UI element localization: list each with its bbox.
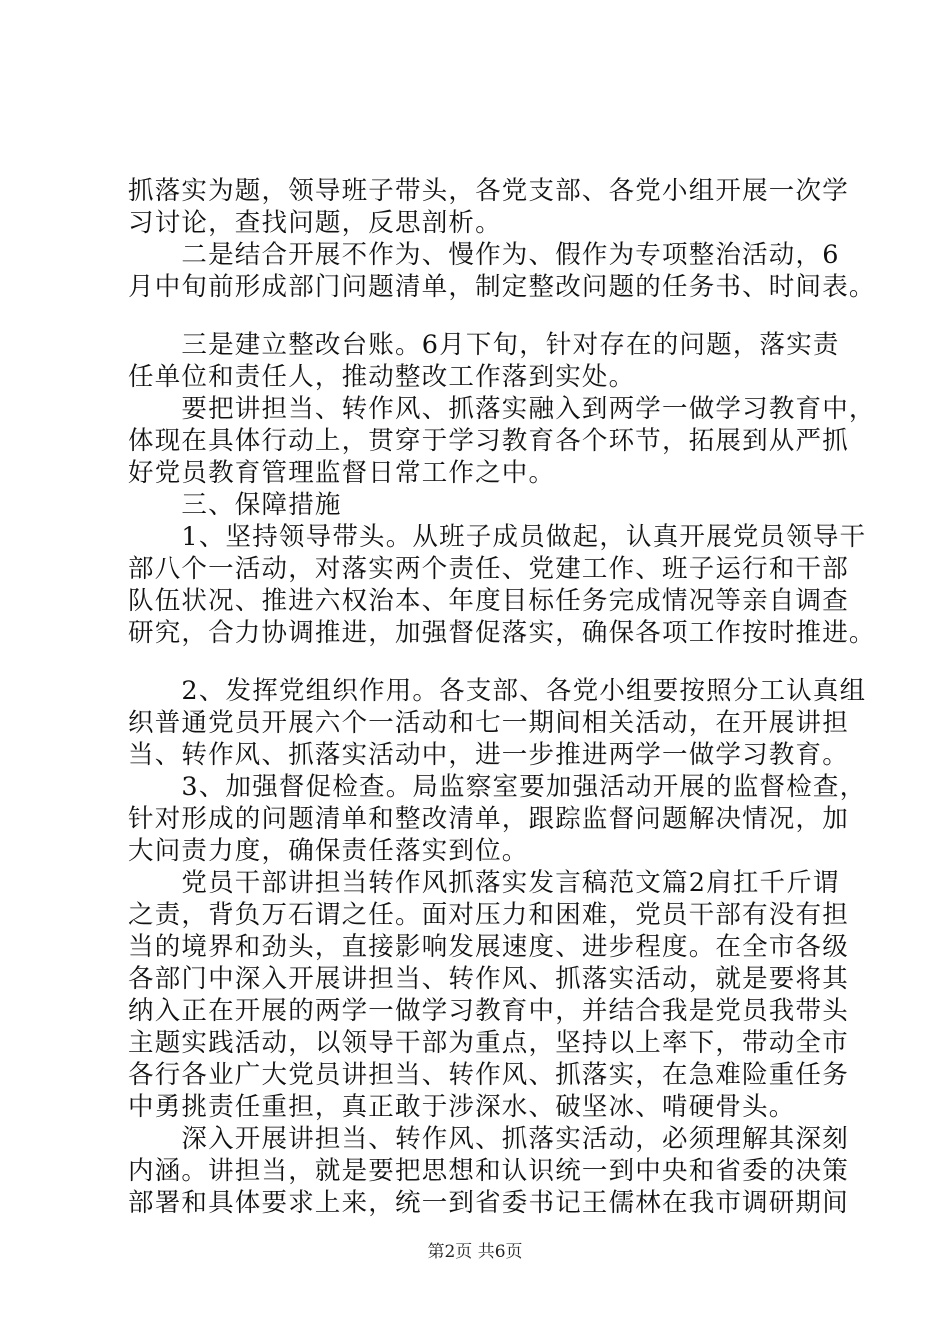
text-line: 各部门中深入开展讲担当、转作风、抓落实活动，就是要将其 <box>128 964 849 994</box>
text-line: 中勇挑责任重担，真正敢于涉深水、破坚冰、啃硬骨头。 <box>128 1092 796 1122</box>
text-line: 主题实践活动，以领导干部为重点，坚持以上率下，带动全市 <box>128 1028 849 1058</box>
text-line: 纳入正在开展的两学一做学习教育中，并结合我是党员我带头 <box>128 996 849 1026</box>
text-line: 当的境界和劲头，直接影响发展速度、进步程度。在全市各级 <box>128 932 849 962</box>
text-line: 部八个一活动，对落实两个责任、党建工作、班子运行和干部 <box>128 554 849 584</box>
page-number-footer: 第2页 共6页 <box>427 1242 523 1262</box>
text-line: 研究，合力协调推进，加强督促落实，确保各项工作按时推进。 <box>128 618 876 648</box>
text-line: 3、加强督促检查。局监察室要加强活动开展的监督检查， <box>128 772 867 802</box>
text-line: 大问责力度，确保责任落实到位。 <box>128 836 529 866</box>
text-line: 三是建立整改台账。6月下旬，针对存在的问题，落实责 <box>128 330 840 360</box>
text-line: 抓落实为题，领导班子带头，各党支部、各党小组开展一次学 <box>128 176 849 206</box>
text-line: 任单位和责任人，推动整改工作落到实处。 <box>128 362 636 392</box>
text-line: 习讨论，查找问题，反思剖析。 <box>128 208 502 238</box>
text-line: 好党员教育管理监督日常工作之中。 <box>128 458 556 488</box>
text-line: 1、坚持领导带头。从班子成员做起，认真开展党员领导干 <box>128 522 867 552</box>
text-line: 体现在具体行动上，贯穿于学习教育各个环节，拓展到从严抓 <box>128 426 849 456</box>
text-line: 内涵。讲担当，就是要把思想和认识统一到中央和省委的决策 <box>128 1156 849 1186</box>
text-line: 各行各业广大党员讲担当、转作风、抓落实，在急难险重任务 <box>128 1060 849 1090</box>
text-line: 深入开展讲担当、转作风、抓落实活动，必须理解其深刻 <box>128 1124 849 1154</box>
text-line: 当、转作风、抓落实活动中，进一步推进两学一做学习教育。 <box>128 740 849 770</box>
text-line: 党员干部讲担当转作风抓落实发言稿范文篇2肩扛千斤谓 <box>128 868 840 898</box>
text-line: 之责，背负万石谓之任。面对压力和困难，党员干部有没有担 <box>128 900 849 930</box>
text-line: 2、发挥党组织作用。各支部、各党小组要按照分工认真组 <box>128 676 867 706</box>
text-line: 织普通党员开展六个一活动和七一期间相关活动，在开展讲担 <box>128 708 849 738</box>
text-line: 要把讲担当、转作风、抓落实融入到两学一做学习教育中， <box>128 394 876 424</box>
text-line: 部署和具体要求上来，统一到省委书记王儒林在我市调研期间 <box>128 1188 849 1218</box>
text-line: 队伍状况、推进六权治本、年度目标任务完成情况等亲自调查 <box>128 586 849 616</box>
text-line: 二是结合开展不作为、慢作为、假作为专项整治活动，6 <box>128 240 840 270</box>
text-line: 月中旬前形成部门问题清单，制定整改问题的任务书、时间表。 <box>128 272 876 302</box>
text-line: 针对形成的问题清单和整改清单，跟踪监督问题解决情况，加 <box>128 804 849 834</box>
section-heading: 三、保障措施 <box>128 490 342 520</box>
